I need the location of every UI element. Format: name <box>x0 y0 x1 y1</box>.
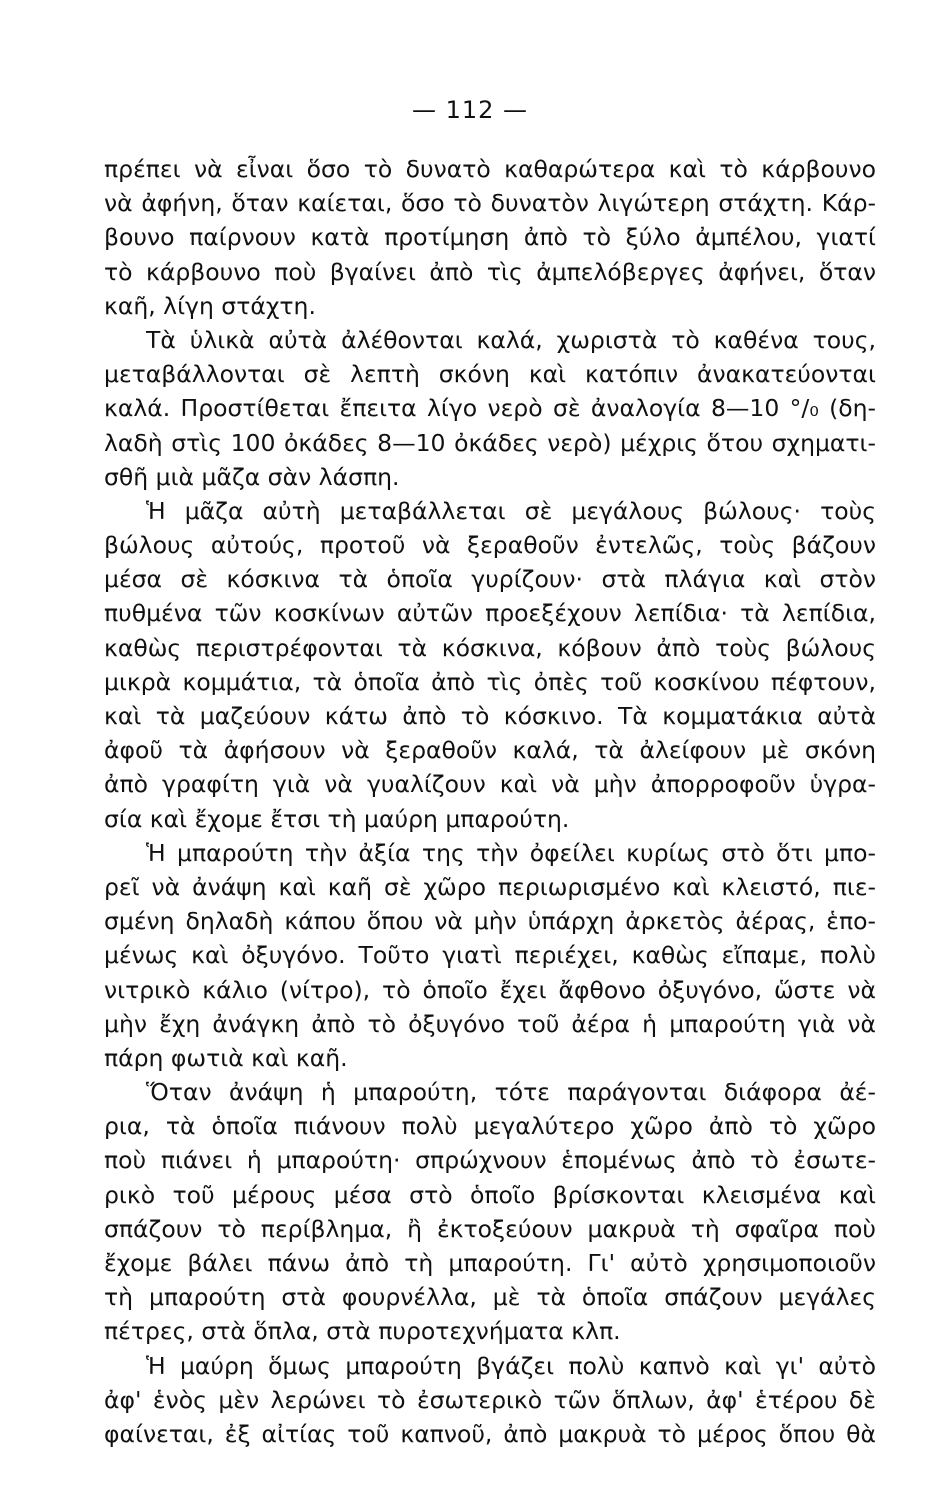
text-line: Ἡ μᾶζα αὐτὴ μεταβάλλεται σὲ μεγάλους βώλους· τοὺς <box>146 496 876 525</box>
text-line: πρέπει νὰ εἶναι ὅσο τὸ δυνατὸ καθαρώτερα καὶ τὸ κάρβουνο <box>104 155 876 183</box>
text-line: ἀφοῦ τὰ ἀφήσουν νὰ ξεραθοῦν καλά, τὰ ἀλείφουν μὲ σκόνη <box>104 736 876 765</box>
text-line: καὶ τὰ μαζεύουν κάτω ἀπὸ τὸ κόσκινο. Τὰ κομματάκια αὐτὰ <box>104 702 876 730</box>
text-line: τὴ μπαρούτη στὰ φουρνέλλα, μὲ τὰ ὁποῖα σπάζουν μεγάλες <box>104 1283 876 1312</box>
text-line: μικρὰ κομμάτια, τὰ ὁποῖα ἀπὸ τὶς ὀπὲς τοῦ κοσκίνου πέφτουν, <box>104 667 876 696</box>
text-line: καθὼς περιστρέφονται τὰ κόσκινα, κόβουν ἀπὸ τοὺς βώλους <box>104 633 876 662</box>
text-line: ἀφ' ἑνὸς μὲν λερώνει τὸ ἐσωτερικὸ τῶν ὅπλων, ἀφ' ἑτέρου δὲ <box>104 1385 876 1414</box>
text-line: πέτρες, στὰ ὅπλα, στὰ πυροτεχνήματα κλπ. <box>104 1317 621 1346</box>
text-line: βουνο παίρνουν κατὰ προτίμηση ἀπὸ τὸ ξύλο ἀμπέλου, γιατί <box>104 223 876 252</box>
paragraph <box>104 1075 876 1349</box>
text-line: πάρη φωτιὰ καὶ καῆ. <box>104 1043 348 1072</box>
text-line: φαίνεται, ἐξ αἰτίας τοῦ καπνοῦ, ἀπὸ μακρυὰ τὸ μέρος ὅπου θὰ <box>104 1419 876 1448</box>
text-line: πυθμένα τῶν κοσκίνων αὐτῶν προεξέχουν λεπίδια· τὰ λεπίδια, <box>104 599 876 628</box>
text-line: τὸ κάρβουνο ποὺ βγαίνει ἀπὸ τὶς ἀμπελόβεργες ἀφήνει, ὅταν <box>104 257 876 286</box>
text-line: Ὅταν ἀνάψη ἡ μπαρούτη, τότε παράγονται διάφορα ἀέ- <box>146 1078 876 1107</box>
text-line: λαδὴ στὶς 100 ὀκάδες 8—10 ὀκάδες νερὸ) μέχρις ὅτου σχηματι- <box>104 428 876 457</box>
text-line: καῆ, λίγη στάχτη. <box>104 291 316 320</box>
text-line: καλά. Προστίθεται ἔπειτα λίγο νερὸ σὲ ἀναλογία 8—10 °/₀ (δη- <box>104 394 876 423</box>
paragraph <box>104 1349 876 1452</box>
text-line: Ἡ μπαρούτη τὴν ἀξία της τὴν ὀφείλει κυρίως στὸ ὅτι μπο- <box>146 838 876 867</box>
text-line: ρια, τὰ ὁποῖα πιάνουν πολὺ μεγαλύτερο χῶρο ἀπὸ τὸ χῶρο <box>104 1112 876 1141</box>
text-line: νὰ ἀφήνη, ὅταν καίεται, ὅσο τὸ δυνατὸν λιγώτερη στάχτη. Κάρ- <box>104 189 876 218</box>
text-line: μὴν ἔχη ἀνάγκη ἀπὸ τὸ ὀξυγόνο τοῦ ἀέρα ἡ μπαρούτη γιὰ νὰ <box>104 1009 876 1038</box>
text-line: βώλους αὐτούς, προτοῦ νὰ ξεραθοῦν ἐντελῶς, τοὺς βάζουν <box>104 531 876 560</box>
text-line: Τὰ ὑλικὰ αὐτὰ ἀλέθονται καλά, χωριστὰ τὸ καθένα τους, <box>146 325 876 354</box>
text-line: μένως καὶ ὀξυγόνο. Τοῦτο γιατὶ περιέχει, καθὼς εἴπαμε, πολὺ <box>104 941 876 970</box>
text-line: σθῆ μιὰ μᾶζα σὰν λάσπη. <box>104 462 400 491</box>
text-line: σπάζουν τὸ περίβλημα, ἢ ἐκτοξεύουν μακρυὰ τὴ σφαῖρα ποὺ <box>104 1214 876 1243</box>
paragraph <box>104 836 876 1075</box>
text-line: σμένη δηλαδὴ κάπου ὅπου νὰ μὴν ὑπάρχη ἀρκετὸς ἀέρας, ἑπο- <box>104 907 876 936</box>
text-line: μέσα σὲ κόσκινα τὰ ὁποῖα γυρίζουν· στὰ πλάγια καὶ στὸν <box>104 565 876 594</box>
text-line: ρεῖ νὰ ἀνάψη καὶ καῆ σὲ χῶρο περιωρισμένο καὶ κλειστό, πιε- <box>104 872 876 901</box>
paragraph <box>104 494 876 836</box>
paragraph <box>104 323 876 494</box>
page-number: — 112 — <box>411 96 529 124</box>
text-line: ἔχομε βάλει πάνω ἀπὸ τὴ μπαρούτη. Γι' αὐτὸ χρησιμοποιοῦν <box>104 1249 876 1277</box>
text-line: ποὺ πιάνει ἡ μπαρούτη· σπρώχνουν ἑπομένως ἀπὸ τὸ ἐσωτε- <box>104 1146 876 1175</box>
text-line: ἀπὸ γραφίτη γιὰ νὰ γυαλίζουν καὶ νὰ μὴν ἀπορροφοῦν ὑγρα- <box>104 770 876 799</box>
text-line: μεταβάλλονται σὲ λεπτὴ σκόνη καὶ κατόπιν ἀνακατεύονται <box>104 360 876 389</box>
text-line: νιτρικὸ κάλιο (νίτρο), τὸ ὁποῖο ἔχει ἄφθονο ὀξυγόνο, ὥστε νὰ <box>104 975 876 1004</box>
text-line: Ἡ μαύρη ὅμως μπαρούτη βγάζει πολὺ καπνὸ καὶ γι' αὐτὸ <box>146 1351 876 1380</box>
body-text <box>104 152 876 1451</box>
text-line: σία καὶ ἔχομε ἔτσι τὴ μαύρη μπαρούτη. <box>104 804 570 833</box>
text-line: ρικὸ τοῦ μέρους μέσα στὸ ὁποῖο βρίσκονται κλεισμένα καὶ <box>104 1180 876 1209</box>
paragraph <box>104 152 876 323</box>
